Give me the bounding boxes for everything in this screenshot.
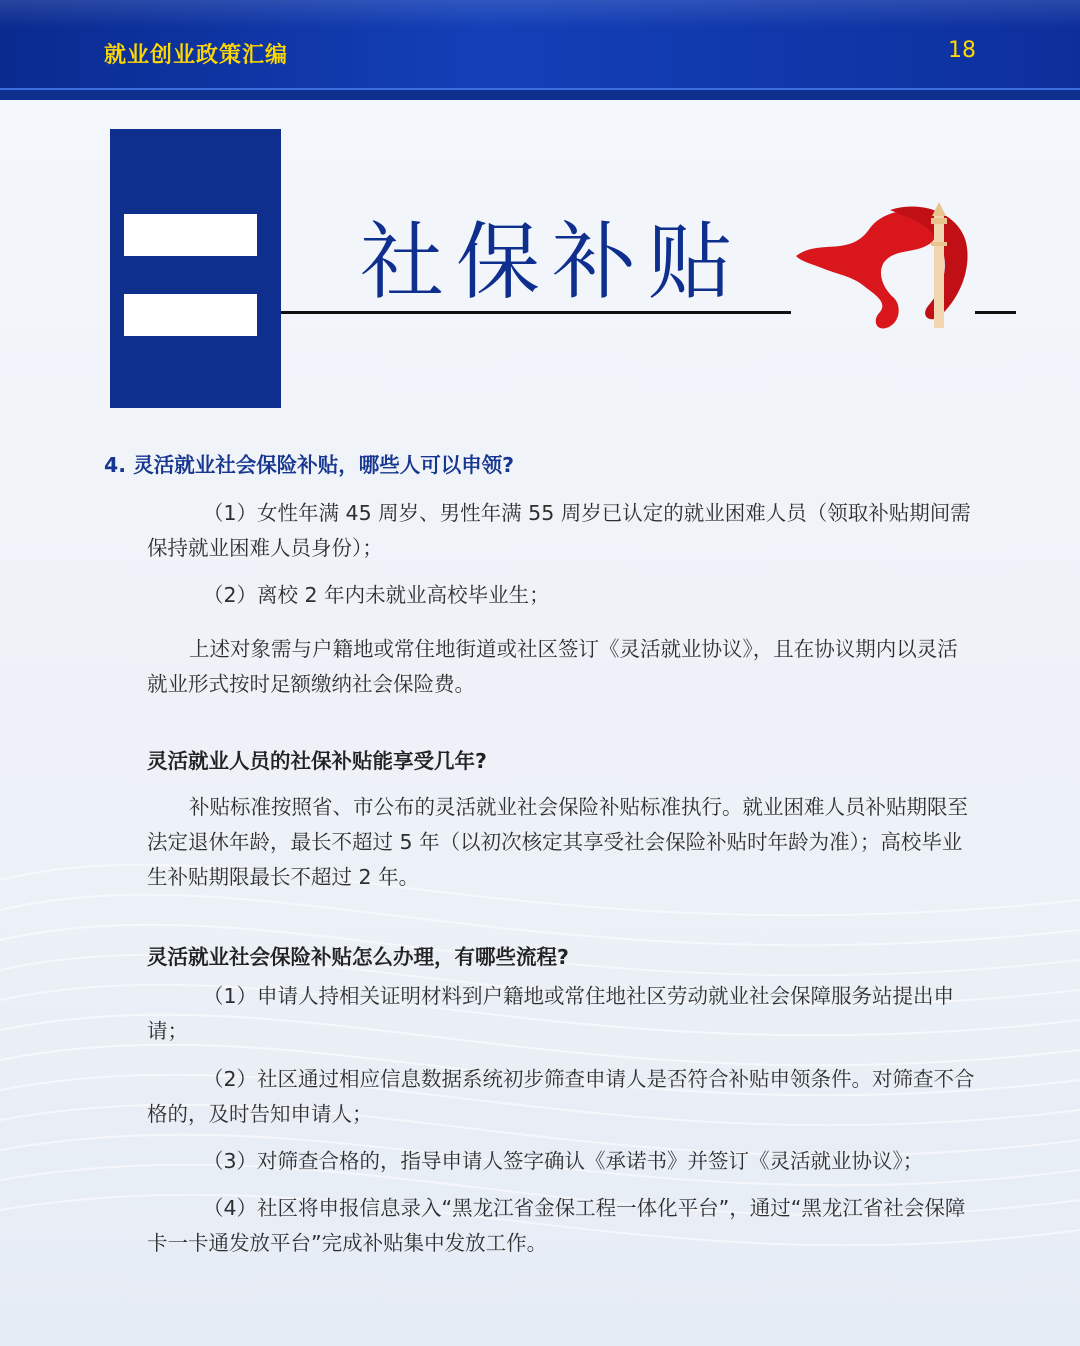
q3-step-1: （1）申请人持相关证明材料到户籍地或常住地社区劳动就业社会保障服务站提出申请； (147, 984, 955, 1043)
q1-note: 上述对象需与户籍地或常住地街道或社区签订《灵活就业协议》，且在协议期内以灵活就业形式按时足额缴纳社会保险费。 (147, 637, 958, 696)
chapter-numeral-bar-top (124, 214, 257, 256)
q1-item-2: （2）离校 2 年内未就业高校毕业生； (203, 583, 550, 607)
question-heading-2: 灵活就业人员的社保补贴能享受几年? (147, 749, 487, 773)
red-flag-icon (790, 198, 980, 338)
q2-answer: 补贴标准按照省、市公布的灵活就业社会保险补贴标准执行。就业困难人员补贴期限至法定退休年龄，最长不超过 5 年（以初次核定其享受社会保险补贴时年龄为准）；高校毕业生补贴期限最长不超过 2 年。 (147, 795, 968, 889)
question-heading-3: 灵活就业社会保险补贴怎么办理，有哪些流程? (147, 945, 569, 969)
document-title: 就业创业政策汇编 (104, 43, 289, 68)
chapter-number-block (110, 129, 281, 408)
page-number: 18 (948, 38, 976, 63)
section-title: 社保补贴 (360, 213, 745, 311)
q3-step-3: （3）对筛查合格的，指导申请人签字确认《承诺书》并签订《灵活就业协议》； (203, 1149, 924, 1173)
title-underline (281, 311, 791, 314)
q1-item-1: （1）女性年满 45 周岁、男性年满 55 周岁已认定的就业困难人员（领取补贴期间需保持就业困难人员身份）； (147, 501, 971, 560)
chapter-numeral-bar-bottom (124, 294, 257, 336)
header-bar (0, 0, 1080, 100)
question-heading-1: 4. 灵活就业社会保险补贴，哪些人可以申领? (104, 453, 515, 477)
q3-step-2: （2）社区通过相应信息数据系统初步筛查申请人是否符合补贴申领条件。对筛查不合格的，及时告知申请人； (147, 1067, 975, 1126)
title-underline-end (975, 311, 1016, 314)
q3-step-4: （4）社区将申报信息录入“黑龙江省金保工程一体化平台”，通过“黑龙江省社会保障卡一卡通发放平台”完成补贴集中发放工作。 (147, 1196, 966, 1255)
